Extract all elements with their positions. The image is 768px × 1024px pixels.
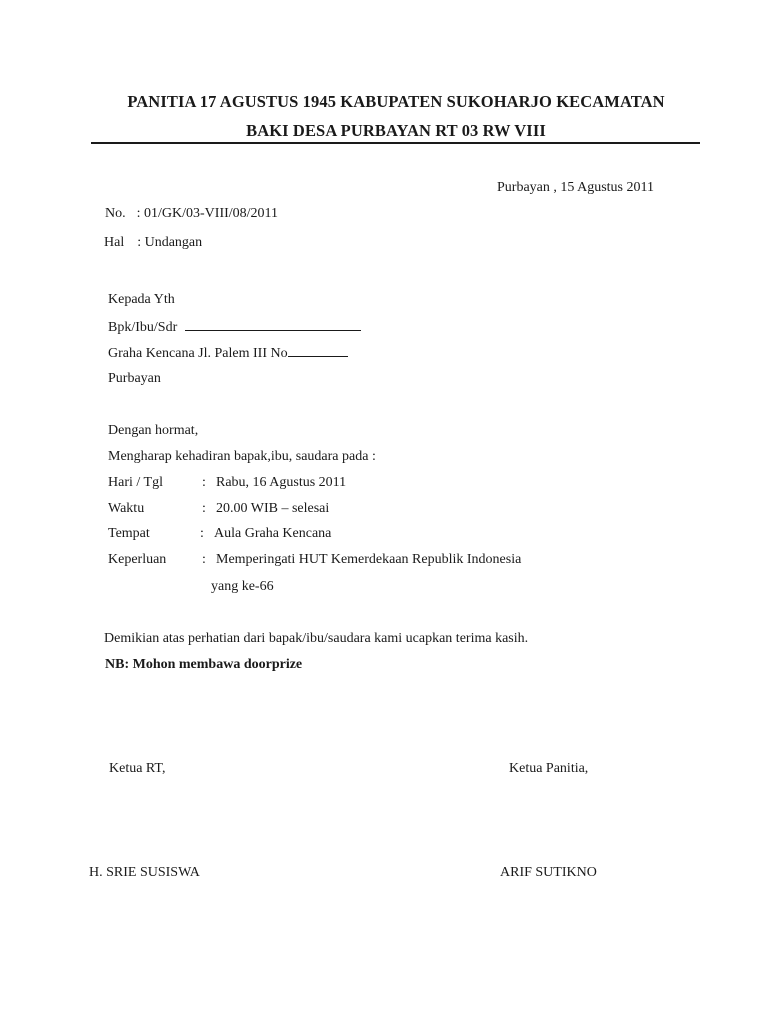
detail-separator: :	[202, 552, 206, 567]
recipient-prefix: Bpk/Ibu/Sdr	[108, 320, 178, 335]
greeting: Dengan hormat,	[108, 423, 199, 438]
detail-label: Waktu	[108, 501, 145, 516]
recipient-address: Graha Kencana Jl. Palem III No	[108, 346, 288, 361]
place-date: Purbayan , 15 Agustus 2011	[497, 180, 654, 195]
house-number-blank	[288, 344, 348, 357]
intro-text: Mengharap kehadiran bapak,ibu, saudara pada :	[108, 449, 376, 464]
recipient-name-blank	[185, 318, 361, 331]
left-signatory-name: H. SRIE SUSISWA	[89, 865, 200, 880]
detail-value: Memperingati HUT Kemerdekaan Republik Indonesia	[216, 552, 522, 567]
recipient-line3	[108, 344, 348, 362]
recipient-line4: Purbayan	[108, 371, 161, 386]
header-divider	[91, 142, 700, 144]
detail-value: Rabu, 16 Agustus 2011	[216, 475, 347, 490]
number-label: No.	[105, 206, 126, 221]
subject-value: : Undangan	[137, 235, 203, 250]
closing-text: Demikian atas perhatian dari bapak/ibu/saudara kami ucapkan terima kasih.	[104, 631, 529, 646]
left-signatory-title: Ketua RT,	[109, 761, 166, 776]
purpose-continuation: yang ke-66	[211, 579, 274, 594]
right-signatory-title: Ketua Panitia,	[509, 761, 589, 776]
detail-value: 20.00 WIB – selesai	[216, 501, 330, 516]
letter-title-line1: PANITIA 17 AGUSTUS 1945 KABUPATEN SUKOHARJO KECAMATAN	[127, 92, 665, 111]
detail-label: Tempat	[108, 526, 150, 541]
detail-label: Keperluan	[108, 552, 167, 567]
detail-separator: :	[200, 526, 204, 541]
detail-value: Aula Graha Kencana	[214, 526, 332, 541]
detail-separator: :	[202, 501, 206, 516]
right-signatory-name: ARIF SUTIKNO	[500, 865, 597, 880]
letter-title-line2: BAKI DESA PURBAYAN RT 03 RW VIII	[246, 121, 546, 140]
number-value: : 01/GK/03-VIII/08/2011	[136, 206, 279, 221]
reference-subject	[104, 235, 202, 251]
note-text: NB: Mohon membawa doorprize	[105, 657, 303, 672]
reference-number	[105, 206, 278, 222]
detail-label: Hari / Tgl	[108, 475, 163, 490]
detail-separator: :	[202, 475, 206, 490]
subject-label: Hal	[104, 235, 125, 250]
recipient-line2	[108, 318, 361, 336]
recipient-line1: Kepada Yth	[108, 292, 175, 307]
